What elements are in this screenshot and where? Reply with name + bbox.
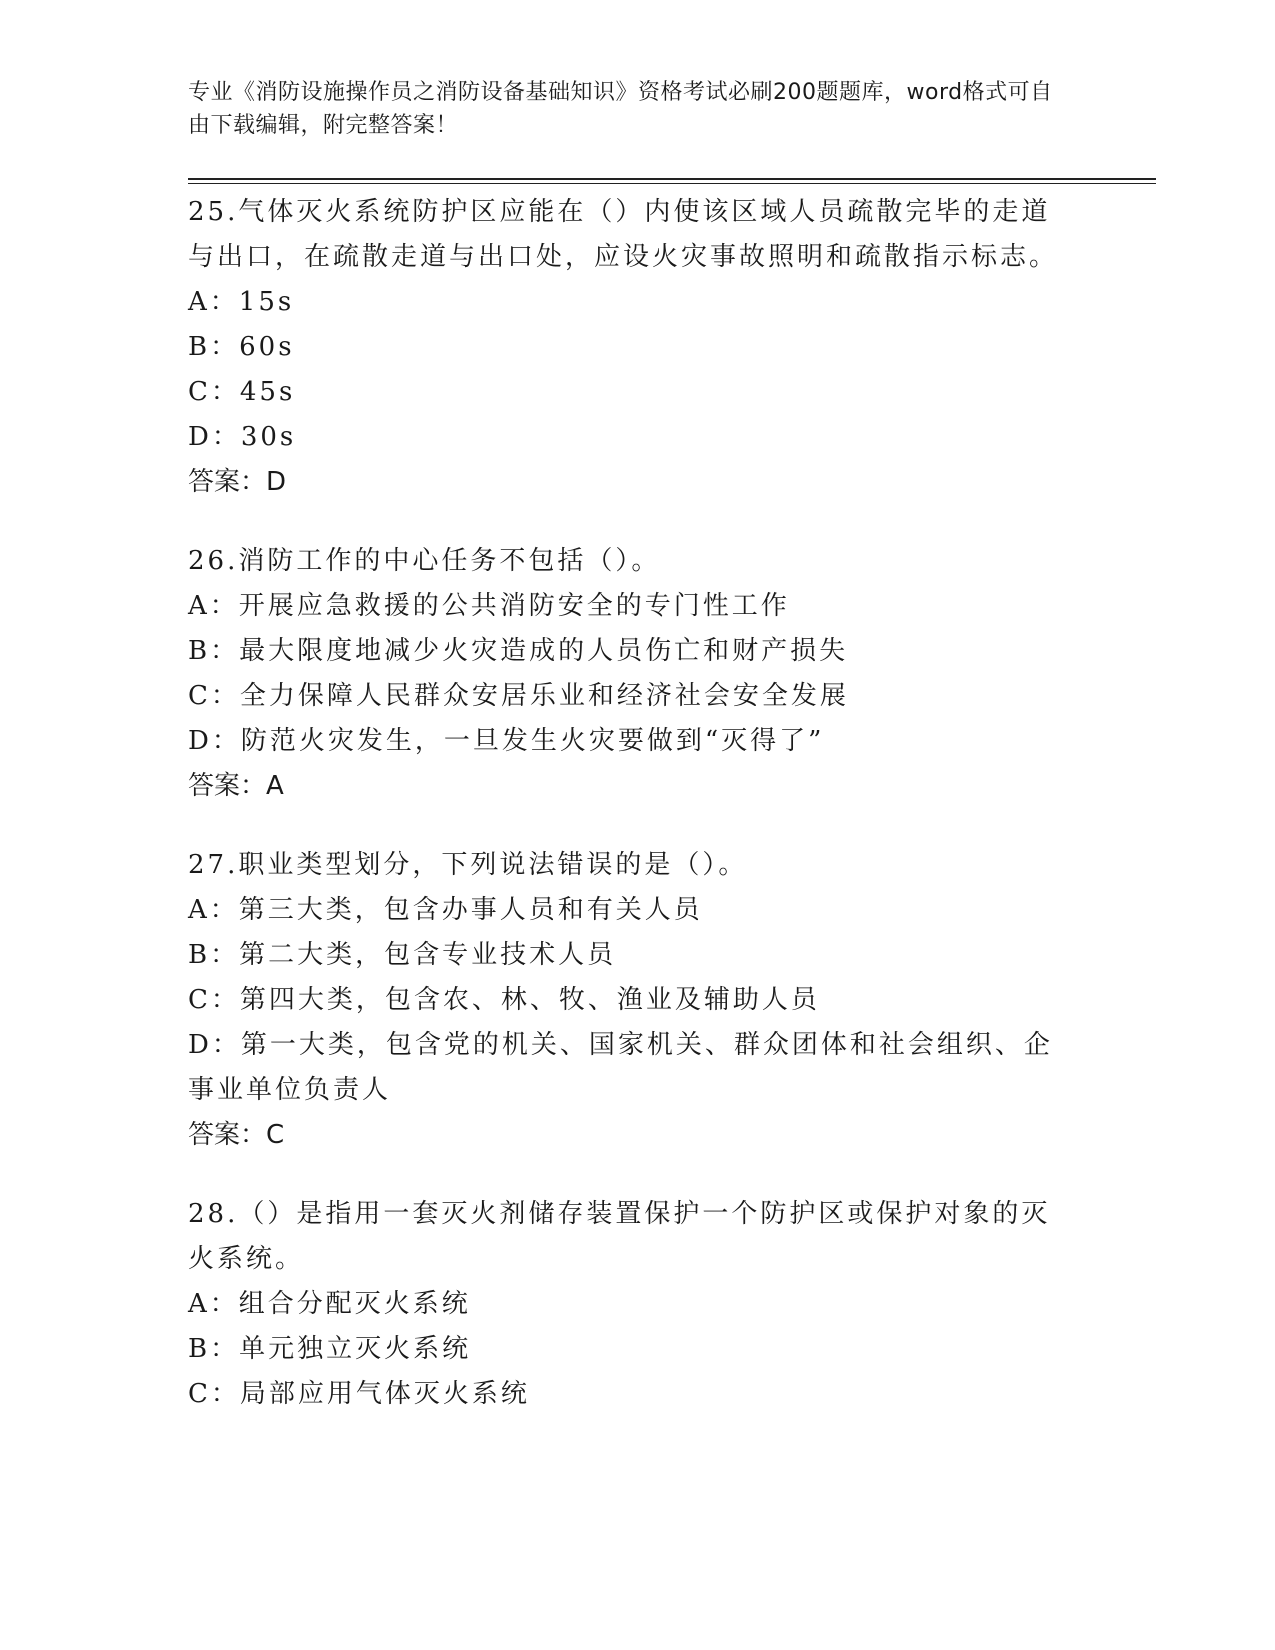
option-a: A：第三大类，包含办事人员和有关人员 <box>188 895 703 925</box>
question-stem: 28.（）是指用一套灭火剂储存装置保护一个防护区或保护对象的灭火系统。 <box>188 1199 1051 1274</box>
option-d: D：防范火灾发生，一旦发生火灾要做到“灭得了” <box>188 726 825 756</box>
document-header-title: 专业《消防设施操作员之消防设备基础知识》资格考试必刷200题题库，word格式可自由下载编辑，附完整答案！ <box>188 80 1053 138</box>
option-b: B：60s <box>188 332 295 362</box>
option-a: A：15s <box>188 287 295 317</box>
question-27 <box>188 843 1068 1158</box>
option-c: C：全力保障人民群众安居乐业和经济社会安全发展 <box>188 681 849 711</box>
question-28 <box>188 1192 1068 1417</box>
question-stem: 25.气体灭火系统防护区应能在（）内使该区域人员疏散完毕的走道与出口，在疏散走道与出口处，应设火灾事故照明和疏散指示标志。 <box>188 197 1059 272</box>
option-c: C：局部应用气体灭火系统 <box>188 1379 530 1409</box>
answer: 答案：D <box>188 467 287 497</box>
option-c: C：第四大类，包含农、林、牧、渔业及辅助人员 <box>188 985 820 1015</box>
question-26 <box>188 539 1068 809</box>
option-d: D：30s <box>188 422 297 452</box>
question-25 <box>188 190 1068 505</box>
question-stem: 26.消防工作的中心任务不包括（）。 <box>188 546 661 576</box>
question-list <box>188 190 1068 1451</box>
option-b: B：最大限度地减少火灾造成的人员伤亡和财产损失 <box>188 636 849 666</box>
option-c: C：45s <box>188 377 296 407</box>
option-b: B：第二大类，包含专业技术人员 <box>188 940 617 970</box>
answer: 答案：C <box>188 1120 285 1150</box>
option-a: A：开展应急救援的公共消防安全的专门性工作 <box>188 591 790 621</box>
question-stem: 27.职业类型划分，下列说法错误的是（）。 <box>188 850 748 880</box>
option-b: B：单元独立灭火系统 <box>188 1334 472 1364</box>
header-divider-thin <box>188 183 1156 184</box>
option-d: D：第一大类，包含党的机关、国家机关、群众团体和社会组织、企事业单位负责人 <box>188 1030 1053 1105</box>
answer: 答案：A <box>188 771 284 801</box>
option-a: A：组合分配灭火系统 <box>188 1289 471 1319</box>
header-divider-thick <box>188 178 1156 180</box>
